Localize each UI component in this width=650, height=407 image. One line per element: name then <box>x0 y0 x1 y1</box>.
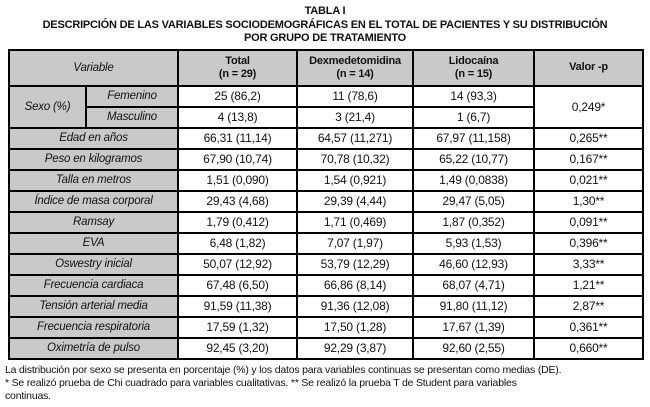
cell-dexmedetomidina: 66,86 (8,14) <box>297 275 413 296</box>
footnote-line: La distribución por sexo se presenta en porcentaje (%) y los datos para variables continuas se presentan como medias (DE). <box>5 363 562 376</box>
cell-pvalue: 1,30** <box>534 191 643 212</box>
sublabel-masculino: Masculino <box>86 107 178 128</box>
table-row-peso <box>9 149 643 170</box>
table-caption-line1: DESCRIPCIÓN DE LAS VARIABLES SOCIODEMOGRÁFICAS EN EL TOTAL DE PACIENTES Y SU DISTRIBUCIÓN <box>42 18 608 31</box>
cell-lidocaina: 5,93 (1,53) <box>413 233 534 254</box>
cell-dexmedetomidina: 17,50 (1,28) <box>297 317 413 338</box>
variable-label: Edad en años <box>9 128 178 149</box>
table-row-imc <box>9 191 643 212</box>
table-title <box>0 0 650 46</box>
cell-lidocaina: 91,80 (11,12) <box>413 296 534 317</box>
table-number: TABLA I <box>304 5 346 17</box>
cell-total: 91,59 (11,38) <box>178 296 297 317</box>
cell-dexmedetomidina: 92,29 (3,87) <box>297 338 413 359</box>
cell-dexmedetomidina: 7,07 (1,97) <box>297 233 413 254</box>
table-row-frecuencia-respiratoria <box>9 317 643 338</box>
cell-lidocaina: 67,97 (11,158) <box>413 128 534 149</box>
header-row <box>9 50 643 86</box>
cell-pvalue: 0,265** <box>534 128 643 149</box>
table-row-oximetria <box>9 338 643 359</box>
table-footnote <box>0 360 650 403</box>
cell-pvalue: 0,396** <box>534 233 643 254</box>
variable-label: Índice de masa corporal <box>9 191 178 212</box>
cell-pvalue: 0,660** <box>534 338 643 359</box>
cell-pvalue: 0,167** <box>534 149 643 170</box>
cell-dexmedetomidina: 64,57 (11,271) <box>297 128 413 149</box>
cell-dexmedetomidina: 3 (21,4) <box>297 107 413 128</box>
variable-label: Frecuencia respiratoria <box>9 317 178 338</box>
cell-total: 25 (86,2) <box>178 86 297 107</box>
cell-pvalue: 0,091** <box>534 212 643 233</box>
cell-pvalue: 2,87** <box>534 296 643 317</box>
cell-lidocaina: 46,60 (12,93) <box>413 254 534 275</box>
table-row-tension-arterial <box>9 296 643 317</box>
header-pvalue: Valor -p <box>534 50 643 86</box>
cell-total: 67,48 (6,50) <box>178 275 297 296</box>
cell-dexmedetomidina: 1,71 (0,469) <box>297 212 413 233</box>
cell-dexmedetomidina: 11 (78,6) <box>297 86 413 107</box>
cell-pvalue: 1,21** <box>534 275 643 296</box>
cell-lidocaina: 1,87 (0,352) <box>413 212 534 233</box>
variable-label: EVA <box>9 233 178 254</box>
sublabel-femenino: Femenino <box>86 86 178 107</box>
variable-label: Talla en metros <box>9 170 178 191</box>
cell-total: 1,79 (0,412) <box>178 212 297 233</box>
header-variable: Variable <box>9 50 178 86</box>
cell-total: 29,43 (4,68) <box>178 191 297 212</box>
footnote-line: continuas. <box>5 389 51 402</box>
cell-pvalue: 3,33** <box>534 254 643 275</box>
cell-lidocaina: 14 (93,3) <box>413 86 534 107</box>
table-row-talla <box>9 170 643 191</box>
table-row-oswestry <box>9 254 643 275</box>
cell-lidocaina: 29,47 (5,05) <box>413 191 534 212</box>
cell-dexmedetomidina: 70,78 (10,32) <box>297 149 413 170</box>
cell-lidocaina: 17,67 (1,39) <box>413 317 534 338</box>
variable-label: Peso en kilogramos <box>9 149 178 170</box>
cell-pvalue: 0,361** <box>534 317 643 338</box>
cell-dexmedetomidina: 29,39 (4,44) <box>297 191 413 212</box>
variable-label-sexo: Sexo (%) <box>9 86 86 128</box>
cell-total: 4 (13,8) <box>178 107 297 128</box>
cell-lidocaina: 65,22 (10,77) <box>413 149 534 170</box>
table-row-eva <box>9 233 643 254</box>
cell-pvalue: 0,021** <box>534 170 643 191</box>
cell-pvalue-sexo: 0,249* <box>534 86 643 128</box>
cell-total: 50,07 (12,92) <box>178 254 297 275</box>
variable-label: Tensión arterial media <box>9 296 178 317</box>
sociodemographic-table <box>8 49 644 360</box>
cell-lidocaina: 1,49 (0,0838) <box>413 170 534 191</box>
footnote-line: * Se realizó prueba de Chi cuadrado para variables cualitativas. ** Se realizó la prueba T de Student para variables <box>5 376 517 389</box>
table-row-frecuencia-cardiaca <box>9 275 643 296</box>
table-row-sexo-femenino <box>9 86 643 107</box>
header-lidocaina: Lidocaína (n = 15) <box>413 50 534 86</box>
cell-dexmedetomidina: 53,79 (12,29) <box>297 254 413 275</box>
variable-label: Oximetría de pulso <box>9 338 178 359</box>
table-row-edad <box>9 128 643 149</box>
cell-total: 1,51 (0,090) <box>178 170 297 191</box>
variable-label: Oswestry inicial <box>9 254 178 275</box>
cell-total: 66,31 (11,14) <box>178 128 297 149</box>
table-row-ramsay <box>9 212 643 233</box>
table-caption-line2: POR GRUPO DE TRATAMIENTO <box>243 32 407 44</box>
variable-label: Ramsay <box>9 212 178 233</box>
variable-label: Frecuencia cardiaca <box>9 275 178 296</box>
cell-total: 92,45 (3,20) <box>178 338 297 359</box>
cell-dexmedetomidina: 91,36 (12,08) <box>297 296 413 317</box>
header-total: Total (n = 29) <box>178 50 297 86</box>
cell-total: 6,48 (1,82) <box>178 233 297 254</box>
header-dexmedetomidina: Dexmedetomidina (n = 14) <box>297 50 413 86</box>
cell-lidocaina: 92,60 (2,55) <box>413 338 534 359</box>
cell-total: 67,90 (10,74) <box>178 149 297 170</box>
cell-lidocaina: 1 (6,7) <box>413 107 534 128</box>
cell-dexmedetomidina: 1,54 (0,921) <box>297 170 413 191</box>
cell-lidocaina: 68,07 (4,71) <box>413 275 534 296</box>
cell-total: 17,59 (1,32) <box>178 317 297 338</box>
